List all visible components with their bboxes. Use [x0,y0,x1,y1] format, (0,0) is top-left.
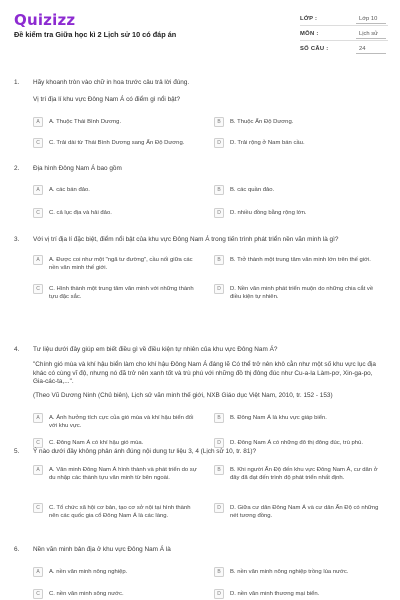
option-letter-badge: A [33,185,43,195]
option-letter-badge: A [33,567,43,577]
meta-divider [300,40,388,41]
option-text: A. Ảnh hưởng tích cực của gió mùa và khí hậu biển đối với khu vực. [49,415,194,429]
question-text: Với vị trí địa lí đặc biệt, điểm nổi bật của khu vực Đông Nam Á trong tiến trình phát triển nền văn minh là gì? [33,236,339,243]
option-text: C. Trải dài từ Thái Bình Dương sang Ấn Độ Dương. [49,140,185,146]
option-text: D. nền văn minh thương mại biển. [230,591,320,597]
option-text: A. nền văn minh nông nghiệp. [49,569,128,575]
option-text: C. nền văn minh sông nước. [49,591,124,597]
option-letter-badge: D [214,138,224,148]
question-number: 4. [14,346,20,353]
meta-divider [300,25,388,26]
option-letter-badge: B [214,185,224,195]
option-letter-badge: A [33,413,43,423]
worksheet-title: Đề kiểm tra Giữa học kì 2 Lịch sử 10 có đáp án [14,30,177,39]
meta-class-value: Lớp 10 [356,14,386,24]
question-number: 2. [14,165,20,172]
question-text: Ý nào dưới đây không phản ánh đúng nội dung tư liệu 3, 4 (Lịch sử 10, tr. 81)? [33,448,257,455]
option-letter-badge: A [33,255,43,265]
option-letter-badge: C [33,284,43,294]
option-text: B. Khi người Ấn Độ đến khu vực Đông Nam Á, cư dân ở đây đã đạt đến trình độ phát triển nhất định. [230,467,378,481]
option-letter-badge: D [214,503,224,513]
option-letter-badge: B [214,255,224,265]
meta-subject-value: Lịch sử [356,29,386,39]
option-letter-badge: B [214,567,224,577]
option-letter-badge: D [214,208,224,218]
question-text: Hãy khoanh tròn vào chữ in hoa trước câu trả lời đúng. [33,79,190,86]
option-letter-badge: B [214,413,224,423]
option-text: B. Trở thành một trung tâm văn minh lớn trên thế giới. [230,257,371,263]
question-subtext: Vị trí địa lí khu vực Đông Nam Á có điểm gì nổi bật? [33,96,181,103]
meta-count-label: SỐ CÂU : [300,46,329,52]
question-text: Nền văn minh bản địa ở khu vực Đông Nam Á là [33,546,171,553]
option-letter-badge: C [33,438,43,448]
option-letter-badge: B [214,117,224,127]
option-text: B. các quần đảo. [230,187,275,193]
option-text: C. Hình thành một trung tâm văn minh với những thành tựu đặc sắc. [49,286,194,300]
option-text: B. Thuộc Ấn Độ Dương. [230,119,294,125]
question-number: 6. [14,546,20,553]
option-text: D. Đông Nam Á có những đô thị đông đúc, trù phú. [230,440,363,446]
option-text: D. Trải rộng ở Nam bán cầu. [230,140,305,146]
option-text: A. các bán đảo. [49,187,90,193]
option-letter-badge: C [33,138,43,148]
option-text: C. Tổ chức xã hội cơ bản, tạo cơ sở nội tại hình thành nên các quốc gia cổ Đông Nam Á là các làng. [49,505,191,519]
meta-class-label: LỚP : [300,16,318,22]
option-letter-badge: C [33,589,43,599]
option-text: D. Giữa cư dân Đông Nam Á và cư dân Ấn Độ có những nét tương đồng. [230,505,379,519]
question-text: Địa hình Đông Nam Á bao gồm [33,165,122,172]
worksheet-header [0,0,400,64]
option-letter-badge: C [33,208,43,218]
option-letter-badge: A [33,117,43,127]
option-letter-badge: D [214,589,224,599]
option-text: A. Được coi như một "ngã tư đường", cầu nối giữa các nền văn minh thế giới. [49,257,193,271]
option-letter-badge: B [214,465,224,475]
option-text: D. Nền văn minh phát triển muộn do những chia cắt về điều kiện tự nhiên. [230,286,374,300]
question-number: 3. [14,236,20,243]
question-text: Tư liệu dưới đây giúp em biết điều gì về điều kiện tự nhiên của khu vực Đông Nam Á? [33,346,278,353]
option-text: A. Văn minh Đông Nam Á hình thành và phát triển do sự du nhập các thành tựu văn minh từ bên ngoài. [49,467,197,481]
option-text: A. Thuộc Thái Bình Dương. [49,119,122,125]
question-source: (Theo Vũ Dương Ninh (Chủ biên), Lịch sử văn minh thế giới, NXB Giáo dục Việt Nam, 2010, tr. 152 - 153) [33,392,333,399]
question-quote: "Chính gió mùa và khí hậu biển làm cho khí hậu Đông Nam Á đáng lẽ Có thể trở nên khô cằn như một số khu vực lục địa khác có cùng vĩ độ, nhưng nó đã trở nên xanh tốt và trù phú với những đồ thị đông đúc như Cu-a-la Làm-pơ, Xin-ga-po, Gia-các-ta,...". [33,361,376,385]
meta-subject-label: MÔN : [300,31,319,37]
option-letter-badge: A [33,465,43,475]
quizizz-logo: Quizizz [14,11,76,29]
option-letter-badge: D [214,284,224,294]
question-number: 1. [14,79,20,86]
option-text: C. cả lục địa và hải đảo. [49,210,112,216]
option-text: B. nền văn minh nông nghiệp trồng lúa nước. [230,569,349,575]
option-text: B. Đông Nam Á là khu vực giáp biển. [230,415,327,421]
option-text: C. Đông Nam Á có khí hậu gió mùa. [49,440,144,446]
option-letter-badge: C [33,503,43,513]
meta-count-value: 24 [356,44,386,54]
option-text: D. nhiều đồng bằng rộng lớn. [230,210,307,216]
option-letter-badge: D [214,438,224,448]
question-number: 5. [14,448,20,455]
